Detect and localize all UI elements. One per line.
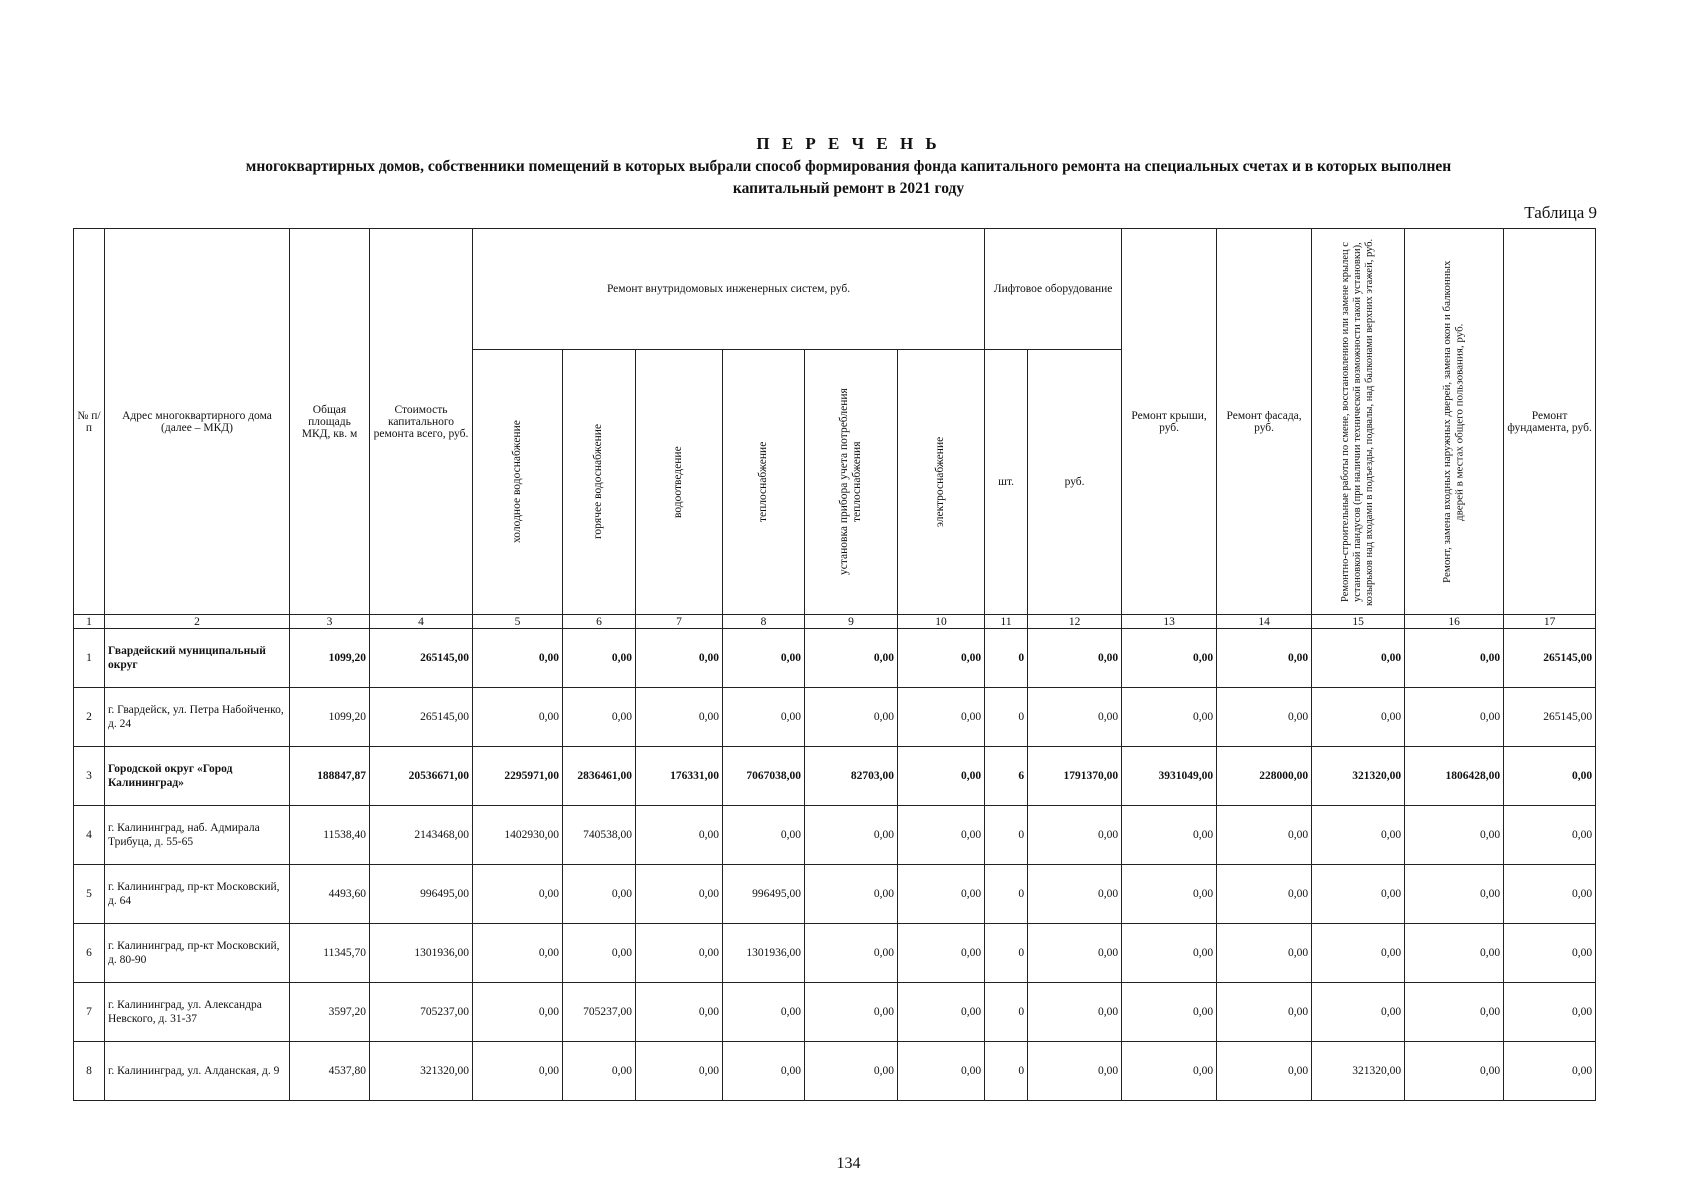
column-number-row	[74, 615, 1596, 629]
header-facade: Ремонт фасада, руб.	[1217, 229, 1312, 615]
column-number: 9	[805, 615, 898, 629]
value-cell: 0,00	[1405, 1042, 1504, 1101]
header-drainage-text: водоотведение	[672, 446, 685, 518]
value-cell: 0,00	[1122, 865, 1217, 924]
value-cell: 0,00	[473, 688, 563, 747]
value-cell: 0,00	[898, 865, 985, 924]
table-row	[74, 747, 1596, 806]
value-cell: 0,00	[805, 806, 898, 865]
header-lift-count: шт.	[985, 350, 1028, 615]
value-cell: 0,00	[898, 924, 985, 983]
value-cell: 1806428,00	[1405, 747, 1504, 806]
value-cell: 0,00	[1028, 924, 1122, 983]
header-electricity-text: электроснабжение	[934, 436, 947, 528]
header-doors	[1405, 229, 1504, 615]
column-number: 12	[1028, 615, 1122, 629]
value-cell: 0,00	[805, 629, 898, 688]
value-cell: 0	[985, 688, 1028, 747]
value-cell: 2143468,00	[370, 806, 473, 865]
table-label: Таблица 9	[1524, 203, 1597, 222]
table-row	[74, 1042, 1596, 1101]
row-number-cell: 5	[74, 865, 105, 924]
value-cell: 0,00	[1405, 865, 1504, 924]
value-cell: 0,00	[1122, 806, 1217, 865]
table-row	[74, 865, 1596, 924]
value-cell: 1099,20	[290, 629, 370, 688]
header-heating	[723, 350, 805, 615]
value-cell: 0,00	[1122, 1042, 1217, 1101]
column-number: 6	[563, 615, 636, 629]
header-cost: Стоимость капитального ремонта всего, руб.	[370, 229, 473, 615]
value-cell: 0,00	[1504, 983, 1596, 1042]
table-row	[74, 629, 1596, 688]
value-cell: 0,00	[636, 983, 723, 1042]
value-cell: 0,00	[1405, 806, 1504, 865]
value-cell: 265145,00	[370, 629, 473, 688]
value-cell: 3597,20	[290, 983, 370, 1042]
header-meter	[805, 350, 898, 615]
value-cell: 0,00	[898, 688, 985, 747]
value-cell: 0,00	[1405, 629, 1504, 688]
value-cell: 321320,00	[370, 1042, 473, 1101]
address-cell: г. Калининград, наб. Адмирала Трибуца, д. 55-65	[105, 806, 290, 865]
column-number: 7	[636, 615, 723, 629]
value-cell: 0,00	[636, 806, 723, 865]
value-cell: 0	[985, 865, 1028, 924]
value-cell: 0,00	[1504, 806, 1596, 865]
document-title: П Е Р Е Ч Е Н Ь	[756, 134, 941, 153]
header-doors-text: Ремонт, замена входных наружных дверей, замена окон и балконных дверей в местах общего пользования, руб.	[1441, 260, 1467, 583]
value-cell: 0,00	[1405, 924, 1504, 983]
table-row	[74, 688, 1596, 747]
column-number: 3	[290, 615, 370, 629]
value-cell: 0,00	[473, 983, 563, 1042]
value-cell: 0,00	[636, 924, 723, 983]
header-address: Адрес многоквартирного дома (далее – МКД)	[105, 229, 290, 615]
value-cell: 0,00	[563, 924, 636, 983]
value-cell: 0,00	[1312, 806, 1405, 865]
value-cell: 0,00	[1028, 806, 1122, 865]
address-cell: г. Калининград, пр-кт Московский, д. 80-90	[105, 924, 290, 983]
value-cell: 0,00	[1217, 688, 1312, 747]
value-cell: 11345,70	[290, 924, 370, 983]
column-number: 1	[74, 615, 105, 629]
value-cell: 0,00	[1217, 629, 1312, 688]
value-cell: 0,00	[1028, 1042, 1122, 1101]
table-row	[74, 983, 1596, 1042]
value-cell: 265145,00	[370, 688, 473, 747]
value-cell: 321320,00	[1312, 747, 1405, 806]
document-subtitle-line1: многоквартирных домов, собственники помещений в которых выбрали способ формирования фонда капитального ремонта на специальных счетах и в которых выполнен	[245, 158, 1452, 175]
table-row	[74, 806, 1596, 865]
column-number: 10	[898, 615, 985, 629]
value-cell: 0,00	[636, 688, 723, 747]
value-cell: 0,00	[1312, 924, 1405, 983]
value-cell: 0,00	[805, 688, 898, 747]
row-number-cell: 4	[74, 806, 105, 865]
row-number-cell: 7	[74, 983, 105, 1042]
header-drainage	[636, 350, 723, 615]
document-subtitle-line2: капитальный ремонт в 2021 году	[732, 180, 965, 197]
row-number-cell: 6	[74, 924, 105, 983]
value-cell: 0,00	[1504, 1042, 1596, 1101]
value-cell: 0,00	[636, 629, 723, 688]
value-cell: 0,00	[1504, 747, 1596, 806]
value-cell: 740538,00	[563, 806, 636, 865]
value-cell: 0,00	[1028, 983, 1122, 1042]
value-cell: 0,00	[898, 1042, 985, 1101]
header-meter-text: установка прибора учета потребления теплоснабжения	[837, 388, 863, 576]
header-hot-water	[563, 350, 636, 615]
value-cell: 0,00	[1122, 629, 1217, 688]
value-cell: 0,00	[1312, 688, 1405, 747]
header-cold-water	[473, 350, 563, 615]
row-number-cell: 8	[74, 1042, 105, 1101]
value-cell: 0,00	[898, 629, 985, 688]
header-lift: Лифтовое оборудование	[985, 229, 1122, 350]
value-cell: 0,00	[473, 865, 563, 924]
column-number: 13	[1122, 615, 1217, 629]
value-cell: 3931049,00	[1122, 747, 1217, 806]
value-cell: 0,00	[1217, 983, 1312, 1042]
value-cell: 228000,00	[1217, 747, 1312, 806]
value-cell: 1099,20	[290, 688, 370, 747]
value-cell: 0,00	[563, 865, 636, 924]
value-cell: 0,00	[1122, 924, 1217, 983]
header-construction-text: Ремонтно-строительные работы по смене, восстановлению или замене крылец с установкой пандусов (при наличии технической возможности такой установки), козырьков над входами в подъезды, подвалы, над балконами верхних этажей, руб.	[1339, 237, 1376, 606]
address-cell: г. Калининград, ул. Алданская, д. 9	[105, 1042, 290, 1101]
value-cell: 0,00	[1028, 688, 1122, 747]
value-cell: 0,00	[563, 1042, 636, 1101]
value-cell: 0	[985, 924, 1028, 983]
value-cell: 11538,40	[290, 806, 370, 865]
address-cell: г. Калининград, пр-кт Московский, д. 64	[105, 865, 290, 924]
value-cell: 0,00	[1028, 865, 1122, 924]
value-cell: 0,00	[473, 924, 563, 983]
address-cell: г. Калининград, ул. Александра Невского, д. 31-37	[105, 983, 290, 1042]
value-cell: 0,00	[636, 865, 723, 924]
value-cell: 2836461,00	[563, 747, 636, 806]
value-cell: 0,00	[805, 1042, 898, 1101]
header-engineering: Ремонт внутридомовых инженерных систем, руб.	[473, 229, 985, 350]
value-cell: 82703,00	[805, 747, 898, 806]
value-cell: 996495,00	[723, 865, 805, 924]
value-cell: 1402930,00	[473, 806, 563, 865]
column-number: 11	[985, 615, 1028, 629]
value-cell: 1301936,00	[723, 924, 805, 983]
value-cell: 0,00	[723, 1042, 805, 1101]
value-cell: 0,00	[723, 806, 805, 865]
value-cell: 0,00	[1405, 688, 1504, 747]
header-area: Общая площадь МКД, кв. м	[290, 229, 370, 615]
value-cell: 0,00	[1217, 1042, 1312, 1101]
column-number: 15	[1312, 615, 1405, 629]
column-number: 14	[1217, 615, 1312, 629]
value-cell: 0,00	[1312, 629, 1405, 688]
row-number-cell: 2	[74, 688, 105, 747]
value-cell: 0	[985, 806, 1028, 865]
value-cell: 20536671,00	[370, 747, 473, 806]
address-cell: Гвардейский муниципальный округ	[105, 629, 290, 688]
column-number: 4	[370, 615, 473, 629]
value-cell: 0,00	[1122, 688, 1217, 747]
value-cell: 0	[985, 1042, 1028, 1101]
column-number: 16	[1405, 615, 1504, 629]
header-construction	[1312, 229, 1405, 615]
value-cell: 0,00	[805, 865, 898, 924]
value-cell: 996495,00	[370, 865, 473, 924]
value-cell: 4537,80	[290, 1042, 370, 1101]
value-cell: 0,00	[805, 924, 898, 983]
header-hot-water-text: горячее водоснабжение	[592, 424, 605, 540]
value-cell: 0,00	[1028, 629, 1122, 688]
column-number: 17	[1504, 615, 1596, 629]
header-foundation: Ремонт фундамента, руб.	[1504, 229, 1596, 615]
value-cell: 1301936,00	[370, 924, 473, 983]
value-cell: 188847,87	[290, 747, 370, 806]
value-cell: 0,00	[636, 1042, 723, 1101]
value-cell: 0,00	[1504, 865, 1596, 924]
value-cell: 321320,00	[1312, 1042, 1405, 1101]
header-cold-water-text: холодное водоснабжение	[510, 420, 523, 544]
value-cell: 0,00	[563, 688, 636, 747]
value-cell: 0,00	[473, 629, 563, 688]
value-cell: 265145,00	[1504, 629, 1596, 688]
value-cell: 4493,60	[290, 865, 370, 924]
value-cell: 0,00	[1217, 865, 1312, 924]
header-roof: Ремонт крыши, руб.	[1122, 229, 1217, 615]
value-cell: 0,00	[723, 629, 805, 688]
value-cell: 0,00	[1312, 865, 1405, 924]
value-cell: 0,00	[1217, 806, 1312, 865]
header-electricity	[898, 350, 985, 615]
value-cell: 0,00	[563, 629, 636, 688]
value-cell: 0,00	[1217, 924, 1312, 983]
column-number: 8	[723, 615, 805, 629]
value-cell: 0,00	[723, 983, 805, 1042]
value-cell: 0,00	[1504, 924, 1596, 983]
address-cell: г. Гвардейск, ул. Петра Набойченко, д. 24	[105, 688, 290, 747]
value-cell: 0,00	[1122, 983, 1217, 1042]
value-cell: 1791370,00	[1028, 747, 1122, 806]
value-cell: 2295971,00	[473, 747, 563, 806]
value-cell: 0,00	[1312, 983, 1405, 1042]
value-cell: 705237,00	[563, 983, 636, 1042]
page-number: 134	[836, 1155, 861, 1172]
value-cell: 0,00	[805, 983, 898, 1042]
table-row	[74, 924, 1596, 983]
row-number-cell: 3	[74, 747, 105, 806]
header-num: № п/п	[74, 229, 105, 615]
value-cell: 0,00	[898, 747, 985, 806]
value-cell: 0	[985, 983, 1028, 1042]
value-cell: 0,00	[473, 1042, 563, 1101]
column-number: 5	[473, 615, 563, 629]
row-number-cell: 1	[74, 629, 105, 688]
value-cell: 705237,00	[370, 983, 473, 1042]
value-cell: 0	[985, 629, 1028, 688]
value-cell: 7067038,00	[723, 747, 805, 806]
value-cell: 6	[985, 747, 1028, 806]
header-lift-rub: руб.	[1028, 350, 1122, 615]
column-number: 2	[105, 615, 290, 629]
repair-table	[73, 228, 1596, 1101]
value-cell: 0,00	[1405, 983, 1504, 1042]
value-cell: 0,00	[898, 806, 985, 865]
address-cell: Городской округ «Город Калининград»	[105, 747, 290, 806]
value-cell: 265145,00	[1504, 688, 1596, 747]
value-cell: 176331,00	[636, 747, 723, 806]
header-heating-text: теплоснабжение	[756, 441, 769, 523]
value-cell: 0,00	[898, 983, 985, 1042]
value-cell: 0,00	[723, 688, 805, 747]
